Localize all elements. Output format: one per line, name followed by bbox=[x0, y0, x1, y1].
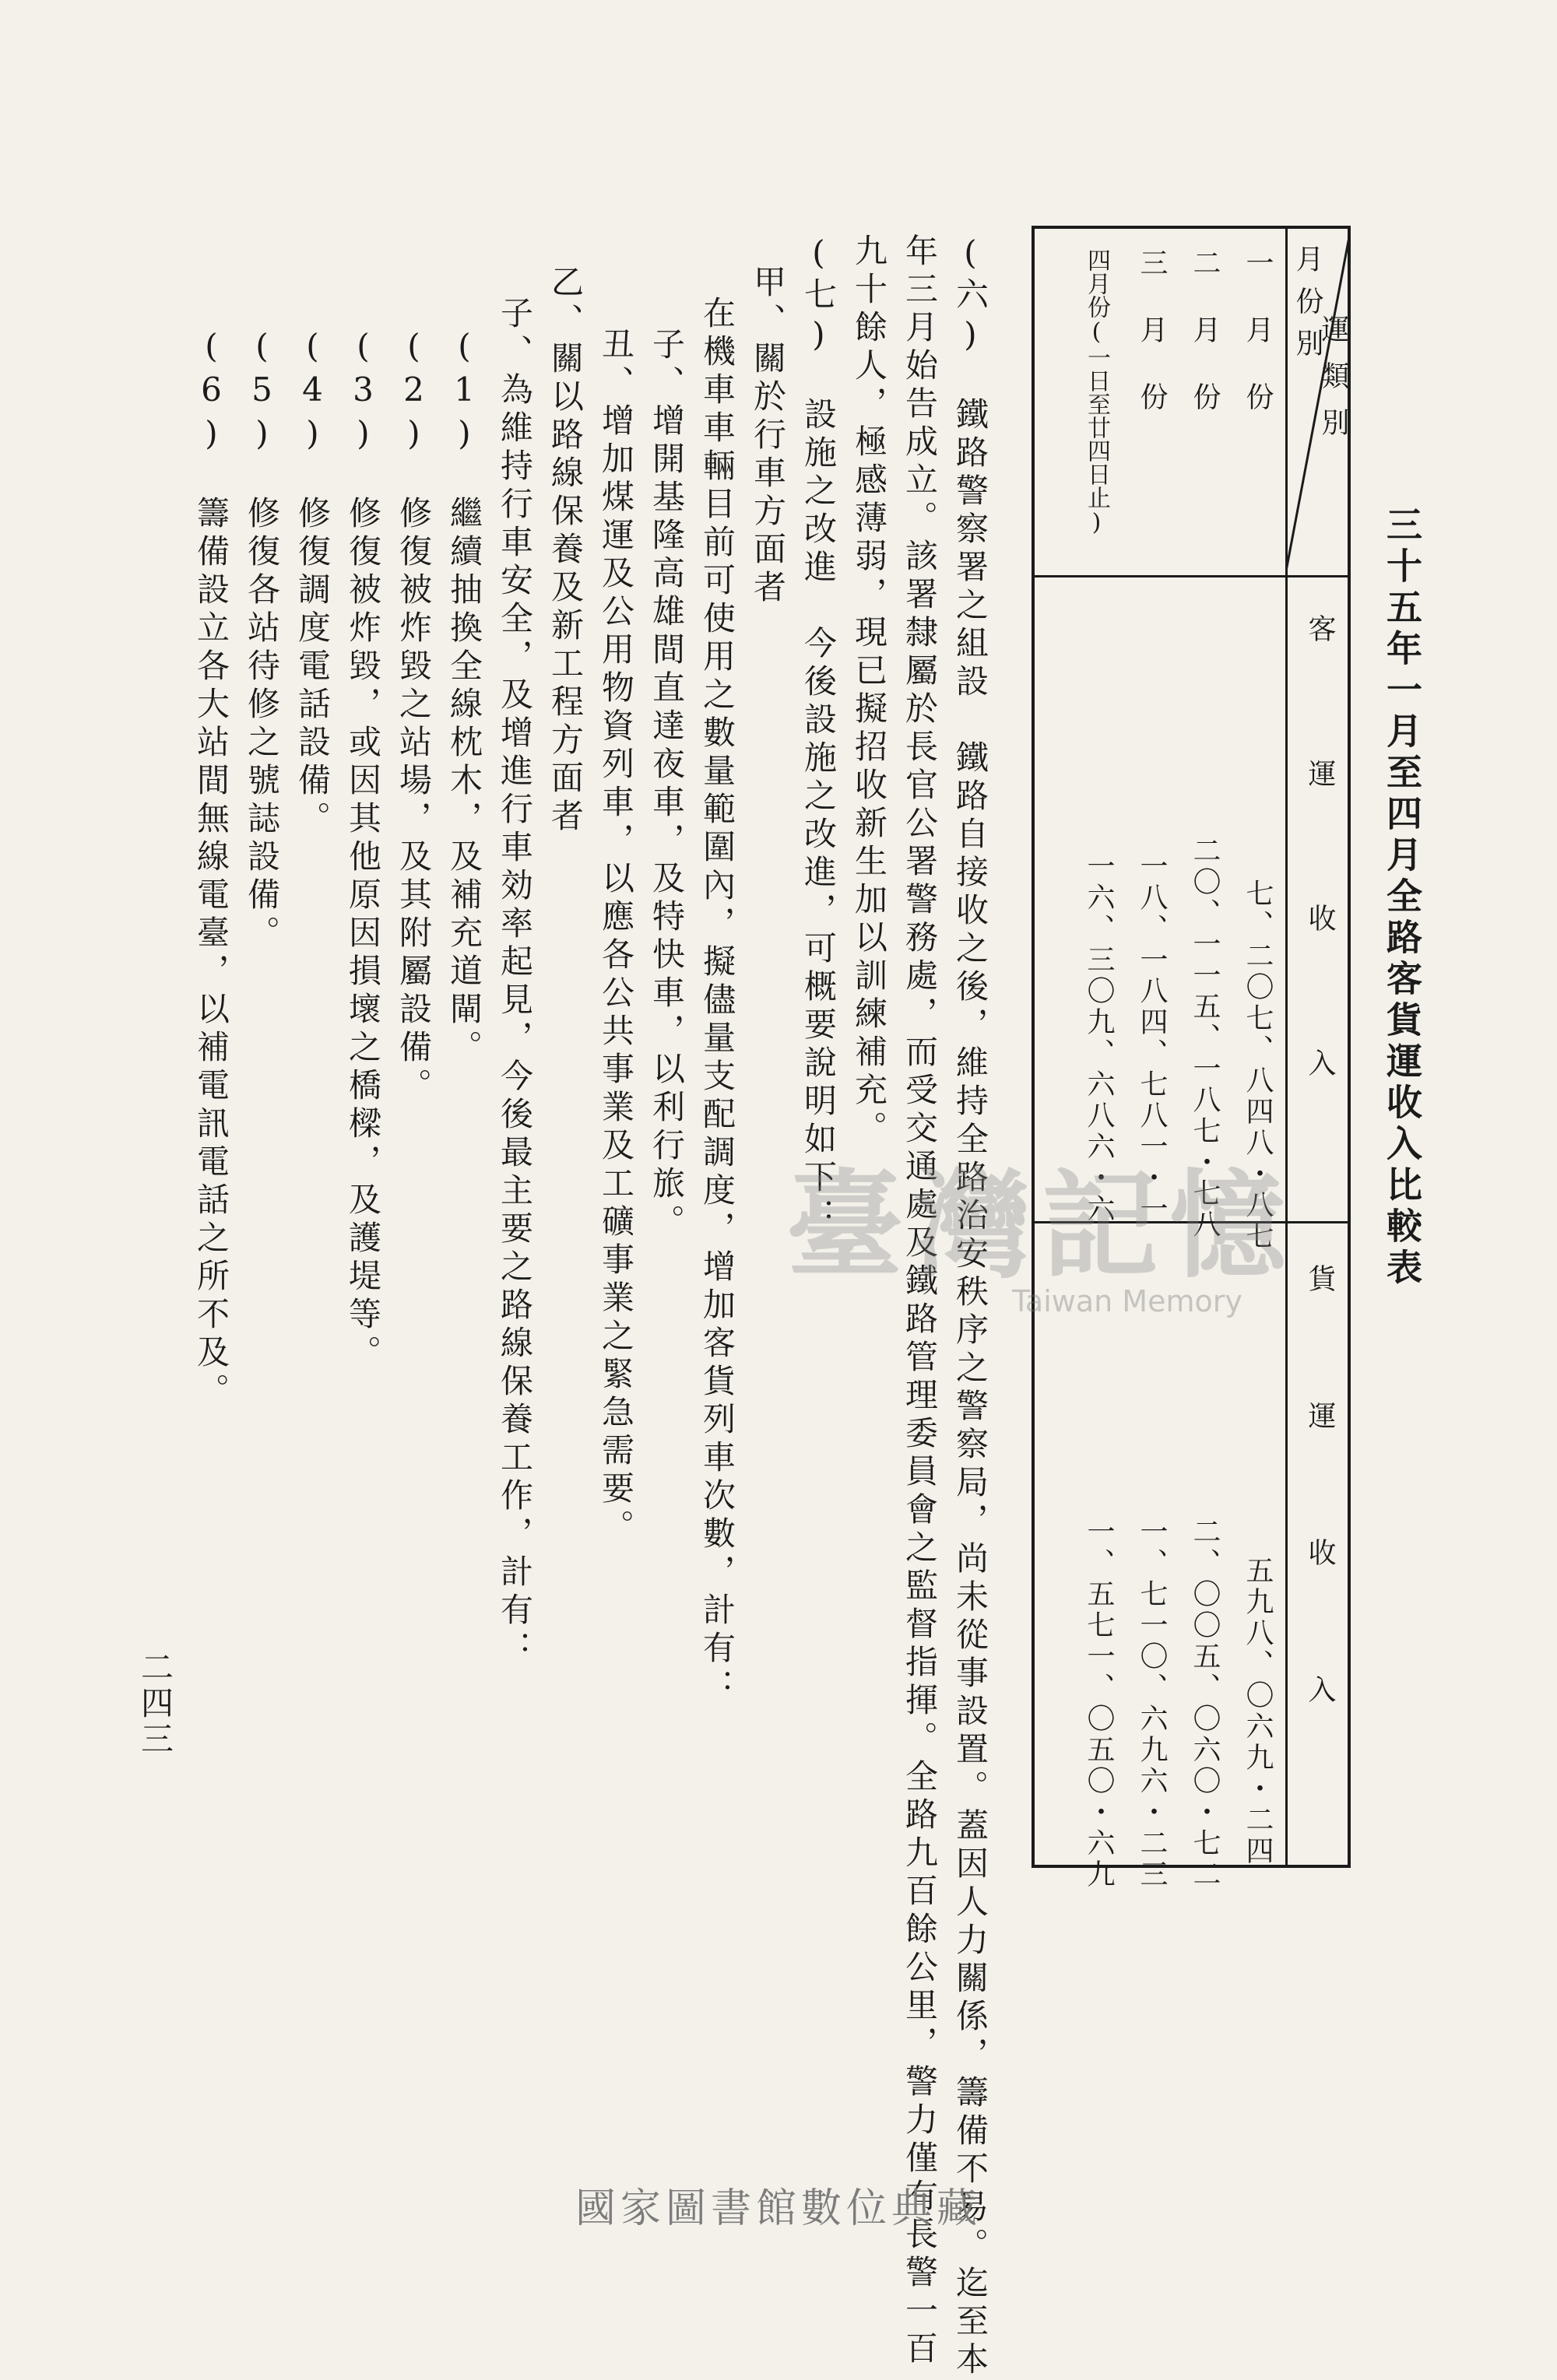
subsection-heading: 甲、關於行車方面者 bbox=[749, 265, 787, 608]
library-footer: 國家圖書館數位典藏 bbox=[575, 2185, 982, 2232]
list-item: (1) 繼續抽換全線枕木，及補充道閘。 bbox=[445, 327, 483, 1068]
section-heading: (七) 設施之改進 今後設施之改進，可概要說明如下： bbox=[800, 233, 838, 1236]
freight-value: 五九八、〇六九・二四 bbox=[1242, 1556, 1274, 1867]
page-number: 二四三 bbox=[136, 1650, 174, 1757]
paragraph-line: 子、為維持行車安全，及增進行車効率起見，今後最主要之路線保養工作，計有： bbox=[496, 296, 534, 1669]
month-label: 一月份 bbox=[1242, 248, 1274, 449]
paragraph-line: 九十餘人，極感薄弱，現已擬招收新生加以訓練補充。 bbox=[850, 233, 888, 1149]
month-label: 四月份(一日至廿四日止) bbox=[1083, 248, 1110, 536]
watermark-en: Taiwan Memory bbox=[1012, 1284, 1242, 1318]
table-header-divider bbox=[1035, 575, 1348, 577]
list-item: (5) 修復各站待修之號誌設備。 bbox=[243, 327, 281, 953]
freight-value: 二、〇〇五、〇六〇・七二 bbox=[1189, 1517, 1221, 1890]
list-item: (6) 籌備設立各大站間無線電臺，以補電訊電話之所不及。 bbox=[192, 327, 230, 1411]
paragraph-line: 在機車車輛目前可使用之數量範圍內，擬儘量支配調度，增加客貨列車次數，計有： bbox=[698, 296, 736, 1707]
page-title: 三十五年一月至四月全路客貨運收入比較表 bbox=[1381, 506, 1423, 1290]
passenger-value: 二〇、一一五、一八七・七八 bbox=[1189, 836, 1221, 1241]
paragraph-line: 年三月始告成立。該署隸屬於長官公署警務處，而受交通處及鐵路管理委員會之監督指揮。全路九百餘公里，警力僅有長警一百 bbox=[901, 233, 939, 2369]
subsection-heading: 乙、關以路線保養及新工程方面者 bbox=[547, 265, 585, 837]
corner-label-category: 運類別 bbox=[1317, 314, 1349, 455]
passenger-value: 七、二〇七、八四八・八七 bbox=[1242, 879, 1274, 1252]
passenger-value: 一六、三〇九、六八六・六 bbox=[1083, 851, 1115, 1225]
freight-revenue-header: 貨運收入 bbox=[1304, 1264, 1336, 1812]
passenger-revenue-header: 客運收入 bbox=[1304, 614, 1336, 1193]
month-label: 二月份 bbox=[1189, 248, 1221, 449]
revenue-comparison-table bbox=[1032, 226, 1351, 1890]
paragraph-line: (六) 鐵路警察署之組設 鐵路自接收之後，維持全路治安秩序之警察局，尚未從事設置。蓋因人力關係，籌備不易。迄至本 bbox=[951, 233, 989, 2380]
watermark-cn: 臺灣記憶 bbox=[786, 1157, 1298, 1294]
list-item: 子、增開基隆高雄間直達夜車，及特快車，以利行旅。 bbox=[648, 327, 686, 1242]
freight-value: 一、五七一、〇五〇・六九 bbox=[1083, 1517, 1115, 1890]
list-item: (3) 修復被炸毀，或因其他原因損壞之橋樑，及護堤等。 bbox=[344, 327, 382, 1373]
corner-label-month: 月份別 bbox=[1292, 244, 1323, 370]
freight-value: 一、七一〇、六九六・二三 bbox=[1136, 1517, 1168, 1890]
passenger-value: 一八、一八四、七八一・一 bbox=[1136, 851, 1168, 1225]
list-item: (2) 修復被炸毀之站場，及其附屬設備。 bbox=[395, 327, 433, 1106]
list-item: (4) 修復調度電話設備。 bbox=[293, 327, 332, 839]
month-label: 三月份 bbox=[1136, 248, 1168, 449]
list-item: 丑、增加煤運及公用物資列車，以應各公共事業及工礦事業之緊急需要。 bbox=[597, 327, 635, 1547]
